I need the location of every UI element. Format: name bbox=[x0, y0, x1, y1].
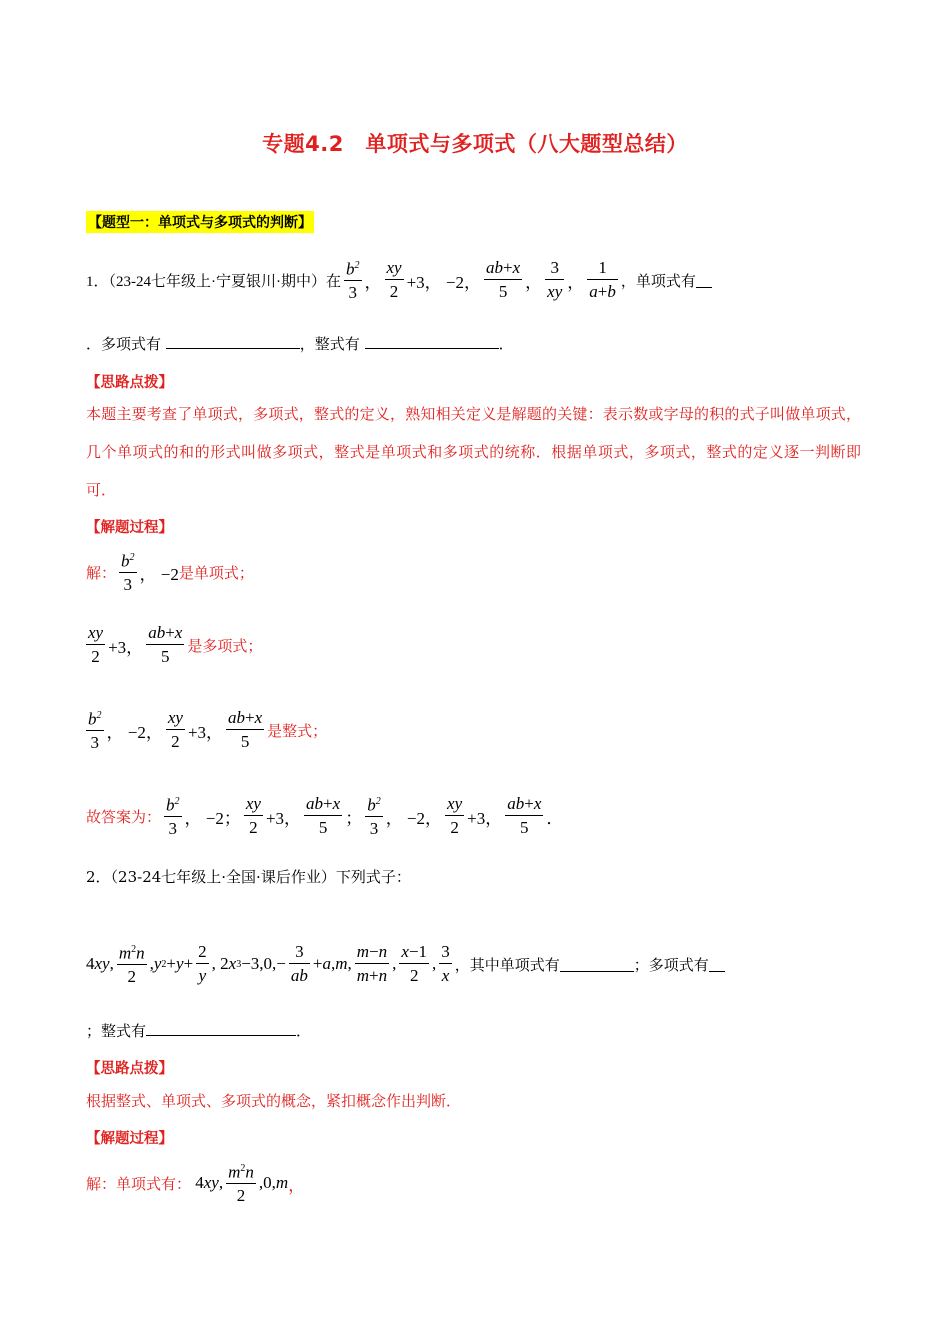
q1-stem: 1．（23-24七年级上·宁夏银川·期中）在 $\frac{b^2}{3}$ ， $\frac{xy}{2}$ +3， −2， $\frac{ab+x}{5}$ ， $\frac{3}{xy}$ ， $\frac{1}{a+b}$ ，单项式有 bbox=[86, 254, 712, 306]
q1-blanks: ．多项式有 ，整式有 ． bbox=[86, 335, 514, 353]
q2-proc-label: 【解题过程】 bbox=[86, 1131, 173, 1147]
section-tag: 【题型一：单项式与多项式的判断】 bbox=[86, 211, 314, 233]
q2-sol-line1: 解：单项式有： 4 xy , $\frac{m^2n}{2}$ ,0, m ， bbox=[86, 1158, 305, 1208]
q1-sol-line1: 解： $\frac{b^2}{3}$ ， −2 是单项式； bbox=[86, 548, 254, 596]
q1-sol-line2: $\frac{xy}{2}$ +3， $\frac{ab+x}{5}$ 是多项式； bbox=[88, 622, 263, 666]
q1-proc-label: 【解题过程】 bbox=[86, 520, 173, 536]
q2-hint-label: 【思路点拨】 bbox=[86, 1061, 173, 1077]
q2-prefix: 2．（23-24七年级上·全国·课后作业）下列式子： bbox=[86, 868, 411, 886]
q2-blanks: ；整式有 ． bbox=[86, 1022, 312, 1040]
q1-sol-line3: $\frac{b^2}{3}$ ， −2， $\frac{xy}{2}$ +3， $\frac{ab+x}{5}$ 是整式； bbox=[86, 706, 327, 754]
page-title: 专题4.2 单项式与多项式（八大题型总结） bbox=[262, 132, 688, 156]
q2-stem: 4 xy , $\frac{m^2n}{2}$ , y 2 + y + $\frac{2}{y}$ , 2 x 3 −3,0,− $\frac{3}{ab}$ + a , m , $\frac{m-n}{m+n}$ , $\frac{x-1}{2}$ , $\frac{3}{x}$ ，其中单项式有 ；多项式有 bbox=[86, 938, 725, 990]
q1-hint-text: 本题主要考查了单项式，多项式，整式的定义，熟知相关定义是解题的关键：表示数或字母的积的式子叫做单项式，几个单项式的和的形式叫做多项式，整式是单项式和多项式的统称．根据单项式，多项式，整式的定义逐一判断即可． bbox=[86, 405, 861, 499]
q1-tail: ，单项式有 bbox=[620, 273, 696, 290]
q1-hint-label: 【思路点拨】 bbox=[86, 375, 173, 391]
q1-prefix: 1．（23-24七年级上·宁夏银川·期中）在 bbox=[86, 273, 341, 290]
q1-answer: 故答案为： $\frac{b^2}{3}$ ， −2； $\frac{xy}{2}$ +3， $\frac{ab+x}{5}$ ； $\frac{b^2}{3}$ ， −2， $\frac{xy}{2}$ +3， $\frac{ab+x}{5}$ ． bbox=[86, 792, 563, 840]
q2-hint-text: 根据整式、单项式、多项式的概念，紧扣概念作出判断． bbox=[86, 1092, 462, 1110]
